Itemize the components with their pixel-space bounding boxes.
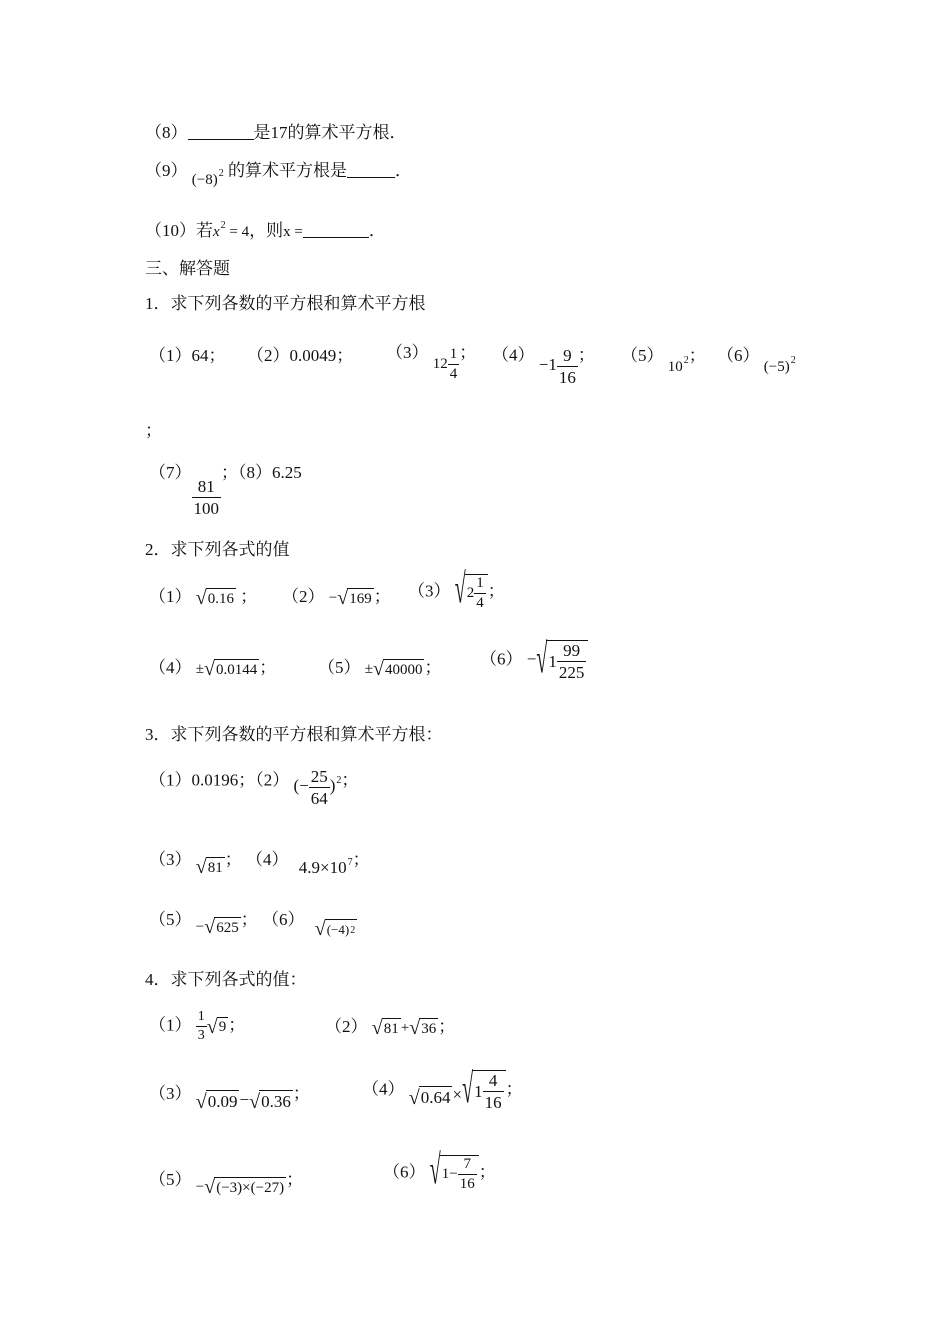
answer-blank xyxy=(347,161,395,178)
p3-item-3-4: （3） √ 81 ； （4） $4.9\times 10^7$； xyxy=(149,850,370,879)
answer-blank xyxy=(188,123,254,140)
p1-wrap-semicolon: ； xyxy=(145,421,162,440)
item-number: （8） xyxy=(145,123,188,142)
p2-item-2: （2） − √ 169 ； xyxy=(282,587,391,610)
p1-item-2: （2）0.0049； xyxy=(247,346,354,365)
fill-item-8: （8） 是17的算术平方根． xyxy=(145,123,407,142)
p1-item-4: （4） −1 $\frac{9}{16}$ ； xyxy=(492,345,595,387)
p4-item-3: （3） √ 0.09 − √ 0.36 ； xyxy=(149,1084,310,1114)
p4-item-6: （6） √ 1− $\frac{7}{16}$ ； xyxy=(383,1147,496,1195)
problem-3-title: 3．求下列各数的平方根和算术平方根： xyxy=(145,725,443,744)
p1-item-7-8: （7） $\frac{81}{100}$ ；（8）6.25 xyxy=(149,463,302,518)
p3-item-1-2: （1）0.0196；（2） (− $\frac{25}{64}$ )$^2$； xyxy=(149,767,359,808)
p2-item-3: （3） √ 2 $\frac{1}{4}$ ； xyxy=(408,566,505,614)
p4-item-1: （1） $\frac{1}{3}$ √ 9 ； xyxy=(149,1009,246,1043)
answer-blank xyxy=(303,221,369,238)
item-number: （9） xyxy=(145,161,188,180)
problem-2-title: 2．求下列各式的值 xyxy=(145,540,290,559)
p3-item-5-6: （5） − √ 625 ； （6） √ (−4) 2 xyxy=(149,910,356,941)
problem-1-title: 1．求下列各数的平方根和算术平方根 xyxy=(145,294,426,313)
p1-item-1: （1）64； xyxy=(149,346,226,365)
p1-item-6: （6） $(-5)^2$ xyxy=(717,346,796,375)
problem-4-title: 4．求下列各式的值： xyxy=(145,970,307,989)
section-title: 三、解答题 xyxy=(145,259,230,278)
p4-item-4: （4） √ 0.64 × √ 1 $\frac{4}{16}$ ； xyxy=(362,1066,523,1114)
p1-item-3: （3） 12 $\frac{1}{4}$ ； xyxy=(386,342,477,382)
p2-item-5: （5） ± √ 40000 ； xyxy=(318,658,442,681)
p4-item-2: （2） √ 81 + √ 36 ； xyxy=(325,1017,456,1040)
p4-item-5: （5） − √ (−3)×(−27) ； xyxy=(149,1170,304,1199)
p2-item-1: （1） √ 0.16 ； xyxy=(149,587,258,610)
p2-item-6: （6） − √ 1 $\frac{99}{225}$ xyxy=(480,640,588,681)
p2-item-4: （4） ± √ 0.0144 ； xyxy=(149,658,277,681)
fill-item-9: （9） $(-8)^2$ 的算术平方根是 ． xyxy=(145,161,412,188)
p1-item-5: （5） $10^2$； xyxy=(621,346,706,375)
fill-item-10: （10）若$x^2 = 4$，则x = ． xyxy=(145,220,386,240)
